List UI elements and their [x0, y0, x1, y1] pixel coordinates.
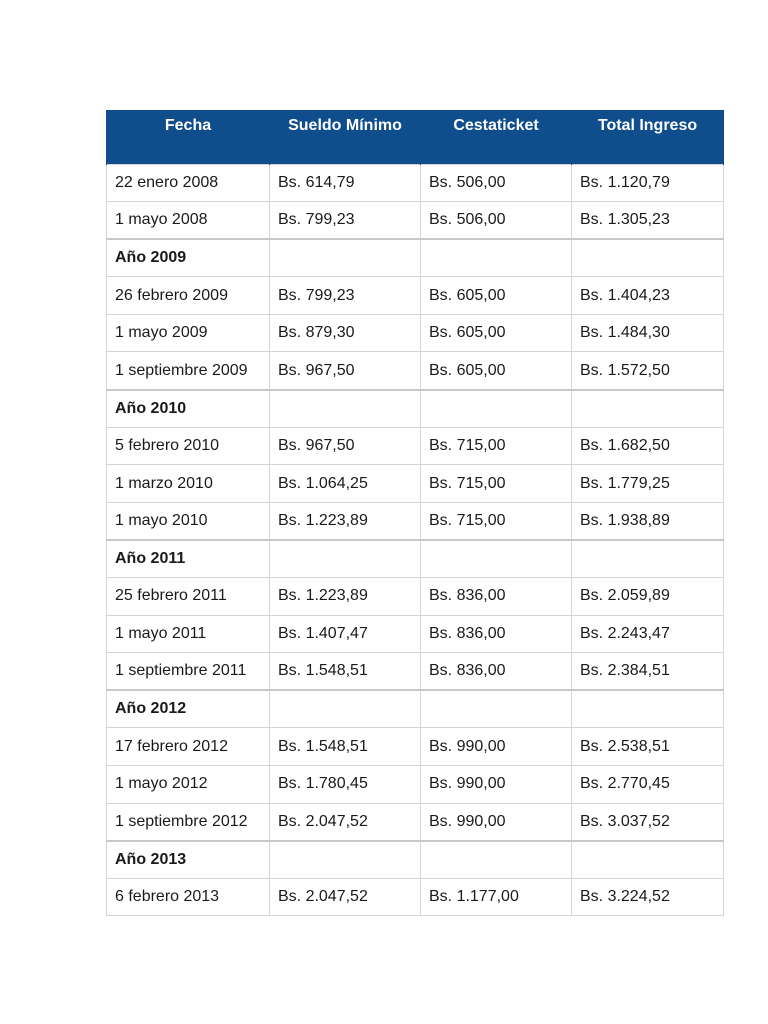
fecha-cell: 1 mayo 2011: [107, 615, 270, 653]
total-ingreso-cell: [572, 390, 724, 428]
cestaticket-cell: Bs. 715,00: [421, 427, 572, 465]
table-row: [107, 352, 724, 390]
total-ingreso-cell: Bs. 2.384,51: [572, 653, 724, 691]
cestaticket-cell: Bs. 990,00: [421, 728, 572, 766]
cestaticket-cell: Bs. 715,00: [421, 502, 572, 540]
table-row: [107, 615, 724, 653]
table-row: [107, 427, 724, 465]
sueldo-minimo-cell: Bs. 1.548,51: [270, 653, 421, 691]
total-ingreso-cell: Bs. 1.938,89: [572, 502, 724, 540]
cestaticket-cell: Bs. 990,00: [421, 803, 572, 841]
table-row: [107, 314, 724, 352]
year-label: Año 2010: [107, 390, 270, 428]
table-row: [107, 502, 724, 540]
sueldo-minimo-cell: Bs. 1.064,25: [270, 465, 421, 503]
year-label: Año 2012: [107, 690, 270, 728]
sueldo-minimo-cell: [270, 841, 421, 879]
total-ingreso-cell: Bs. 3.037,52: [572, 803, 724, 841]
cestaticket-cell: [421, 390, 572, 428]
cestaticket-cell: Bs. 605,00: [421, 352, 572, 390]
total-ingreso-cell: [572, 540, 724, 578]
cestaticket-cell: [421, 690, 572, 728]
cestaticket-cell: Bs. 715,00: [421, 465, 572, 503]
total-ingreso-cell: Bs. 2.059,89: [572, 578, 724, 616]
header-sueldo-minimo: Sueldo Mínimo: [270, 110, 421, 164]
sueldo-minimo-cell: Bs. 1.548,51: [270, 728, 421, 766]
table-row: [107, 277, 724, 315]
cestaticket-cell: Bs. 506,00: [421, 202, 572, 240]
total-ingreso-cell: Bs. 2.770,45: [572, 766, 724, 804]
sueldo-minimo-cell: Bs. 2.047,52: [270, 803, 421, 841]
table-row: [107, 465, 724, 503]
year-label: Año 2013: [107, 841, 270, 879]
cestaticket-cell: Bs. 605,00: [421, 314, 572, 352]
sueldo-minimo-cell: [270, 540, 421, 578]
fecha-cell: 1 septiembre 2011: [107, 653, 270, 691]
table-row: [107, 578, 724, 616]
sueldo-minimo-cell: Bs. 967,50: [270, 427, 421, 465]
year-row: [107, 390, 724, 428]
year-label: Año 2011: [107, 540, 270, 578]
cestaticket-cell: Bs. 1.177,00: [421, 878, 572, 916]
fecha-cell: 1 mayo 2008: [107, 202, 270, 240]
total-ingreso-cell: Bs. 1.572,50: [572, 352, 724, 390]
sueldo-minimo-cell: Bs. 799,23: [270, 277, 421, 315]
year-row: [107, 239, 724, 277]
sueldo-minimo-cell: Bs. 1.780,45: [270, 766, 421, 804]
total-ingreso-cell: Bs. 1.682,50: [572, 427, 724, 465]
table-row: [107, 202, 724, 240]
total-ingreso-cell: Bs. 1.305,23: [572, 202, 724, 240]
fecha-cell: 1 mayo 2009: [107, 314, 270, 352]
sueldo-minimo-cell: [270, 239, 421, 277]
sueldo-minimo-cell: Bs. 879,30: [270, 314, 421, 352]
year-row: [107, 540, 724, 578]
sueldo-minimo-cell: Bs. 1.223,89: [270, 578, 421, 616]
total-ingreso-cell: Bs. 1.120,79: [572, 164, 724, 202]
cestaticket-cell: Bs. 836,00: [421, 653, 572, 691]
cestaticket-cell: Bs. 605,00: [421, 277, 572, 315]
header-fecha: Fecha: [107, 110, 270, 164]
table-row: [107, 164, 724, 202]
total-ingreso-cell: Bs. 3.224,52: [572, 878, 724, 916]
header-row: [107, 110, 724, 164]
fecha-cell: 1 septiembre 2012: [107, 803, 270, 841]
table-row: [107, 878, 724, 916]
cestaticket-cell: Bs. 506,00: [421, 164, 572, 202]
total-ingreso-cell: Bs. 1.404,23: [572, 277, 724, 315]
total-ingreso-cell: [572, 690, 724, 728]
fecha-cell: 1 mayo 2012: [107, 766, 270, 804]
table-row: [107, 653, 724, 691]
table-row: [107, 803, 724, 841]
fecha-cell: 22 enero 2008: [107, 164, 270, 202]
sueldo-minimo-cell: Bs. 799,23: [270, 202, 421, 240]
total-ingreso-cell: Bs. 1.779,25: [572, 465, 724, 503]
fecha-cell: 1 mayo 2010: [107, 502, 270, 540]
cestaticket-cell: [421, 239, 572, 277]
fecha-cell: 26 febrero 2009: [107, 277, 270, 315]
cestaticket-cell: [421, 540, 572, 578]
year-row: [107, 690, 724, 728]
minimum-wage-table: [106, 110, 724, 916]
cestaticket-cell: Bs. 990,00: [421, 766, 572, 804]
fecha-cell: 17 febrero 2012: [107, 728, 270, 766]
sueldo-minimo-cell: Bs. 967,50: [270, 352, 421, 390]
header-total-ingreso: Total Ingreso: [572, 110, 724, 164]
fecha-cell: 5 febrero 2010: [107, 427, 270, 465]
sueldo-minimo-cell: [270, 390, 421, 428]
total-ingreso-cell: [572, 841, 724, 879]
cestaticket-cell: Bs. 836,00: [421, 578, 572, 616]
sueldo-minimo-cell: Bs. 614,79: [270, 164, 421, 202]
sueldo-minimo-cell: [270, 690, 421, 728]
table-row: [107, 766, 724, 804]
sueldo-minimo-cell: Bs. 1.407,47: [270, 615, 421, 653]
cestaticket-cell: [421, 841, 572, 879]
year-row: [107, 841, 724, 879]
total-ingreso-cell: [572, 239, 724, 277]
table-body: [107, 164, 724, 916]
sueldo-minimo-cell: Bs. 1.223,89: [270, 502, 421, 540]
total-ingreso-cell: Bs. 1.484,30: [572, 314, 724, 352]
fecha-cell: 1 septiembre 2009: [107, 352, 270, 390]
header-cestaticket: Cestaticket: [421, 110, 572, 164]
fecha-cell: 6 febrero 2013: [107, 878, 270, 916]
cestaticket-cell: Bs. 836,00: [421, 615, 572, 653]
sueldo-minimo-cell: Bs. 2.047,52: [270, 878, 421, 916]
fecha-cell: 25 febrero 2011: [107, 578, 270, 616]
fecha-cell: 1 marzo 2010: [107, 465, 270, 503]
table-header: [107, 110, 724, 164]
total-ingreso-cell: Bs. 2.538,51: [572, 728, 724, 766]
year-label: Año 2009: [107, 239, 270, 277]
total-ingreso-cell: Bs. 2.243,47: [572, 615, 724, 653]
table-row: [107, 728, 724, 766]
